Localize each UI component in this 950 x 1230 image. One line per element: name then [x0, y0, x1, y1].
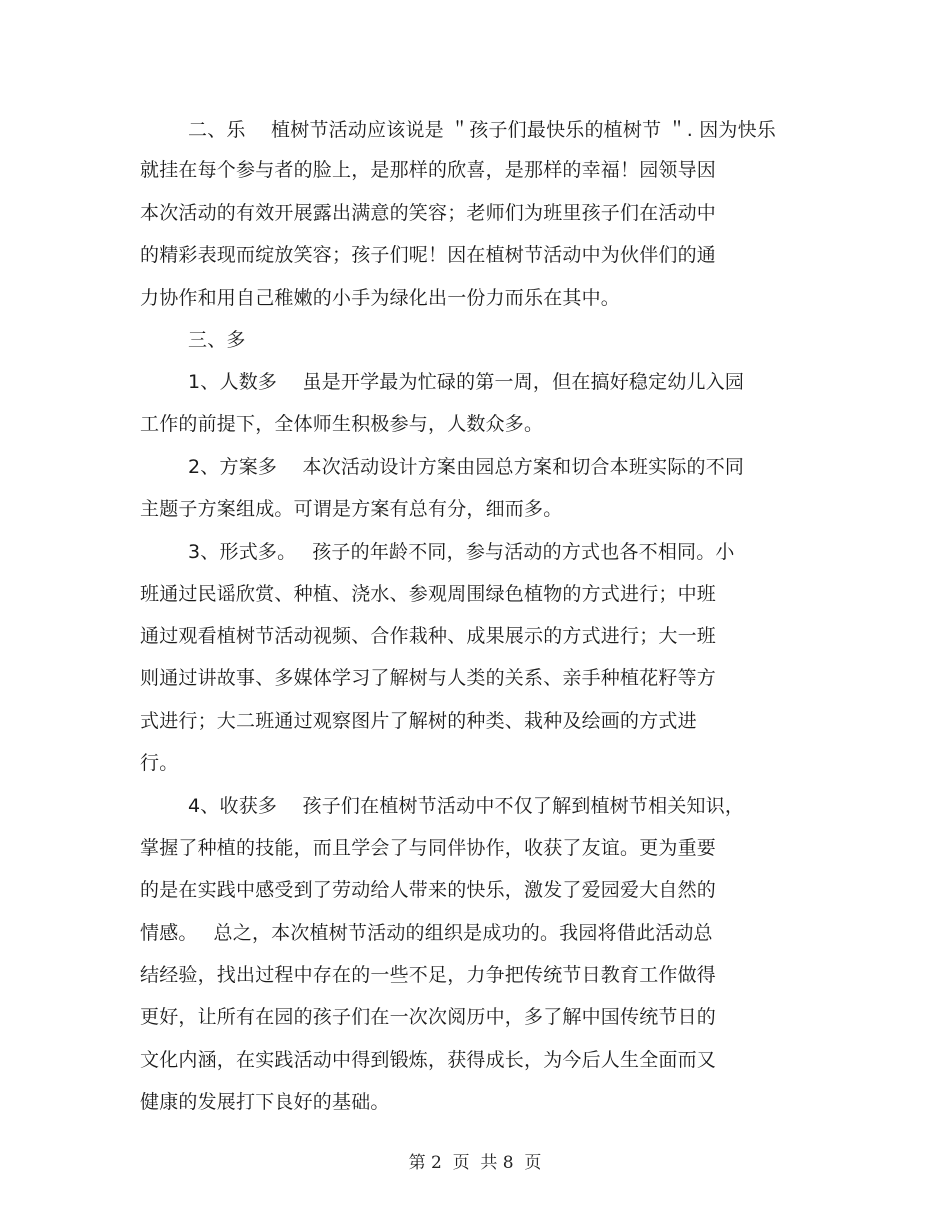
text-line: 行。	[140, 752, 179, 774]
text-line: 主题子方案组成。可谓是方案有总有分，细而多。	[140, 498, 563, 520]
text-line: 二、乐 植树节活动应该说是 ＂孩子们最快乐的植树节 ＂. 因为快乐	[188, 119, 776, 141]
text-line: 班通过民谣欣赏、种植、浇水、参观周围绿色植物的方式进行；中班	[140, 583, 717, 605]
text-line: 更好，让所有在园的孩子们在一次次阅历中，多了解中国传统节日的	[140, 1006, 717, 1028]
text-line: 本次活动的有效开展露出满意的笑容；老师们为班里孩子们在活动中	[140, 202, 717, 224]
text-line: 2、方案多 本次活动设计方案由园总方案和切合本班实际的不同	[188, 456, 745, 478]
text-line: 掌握了种植的技能，而且学会了与同伴协作，收获了友谊。更为重要	[140, 837, 717, 859]
text-line: 1、人数多 虽是开学最为忙碌的第一周，但在搞好稳定幼儿入园	[188, 371, 745, 393]
text-line: 结经验，找出过程中存在的一些不足，力争把传统节日教育工作做得	[140, 964, 717, 986]
text-line: 文化内涵，在实践活动中得到锻炼，获得成长，为今后人生全面而又	[140, 1049, 717, 1071]
text-line: 就挂在每个参与者的脸上，是那样的欣喜，是那样的幸福！园领导因	[140, 159, 717, 181]
section-heading: 三、多	[188, 329, 246, 351]
text-line: 式进行；大二班通过观察图片了解树的种类、栽种及绘画的方式进	[140, 710, 697, 732]
page-number-footer: 第 2 页 共 8 页	[408, 1153, 542, 1173]
text-line: 情感。 总之，本次植树节活动的组织是成功的。我园将借此活动总	[140, 922, 713, 944]
text-line: 的精彩表现而绽放笑容；孩子们呢！因在植树节活动中为伙伴们的通	[140, 244, 717, 266]
text-line: 通过观看植树节活动视频、合作栽种、成果展示的方式进行；大一班	[140, 625, 717, 647]
text-line: 工作的前提下，全体师生积极参与，人数众多。	[140, 413, 544, 435]
text-line: 3、形式多。 孩子的年龄不同，参与活动的方式也各不相同。小	[188, 541, 735, 563]
text-line: 的是在实践中感受到了劳动给人带来的快乐，激发了爱园爱大自然的	[140, 879, 717, 901]
text-line: 4、收获多 孩子们在植树节活动中不仅了解到植树节相关知识，	[188, 795, 745, 817]
text-line: 健康的发展打下良好的基础。	[140, 1091, 390, 1113]
text-line: 力协作和用自己稚嫩的小手为绿化出一份力而乐在其中。	[140, 287, 621, 309]
text-line: 则通过讲故事、多媒体学习了解树与人类的关系、亲手种植花籽等方	[140, 667, 717, 689]
